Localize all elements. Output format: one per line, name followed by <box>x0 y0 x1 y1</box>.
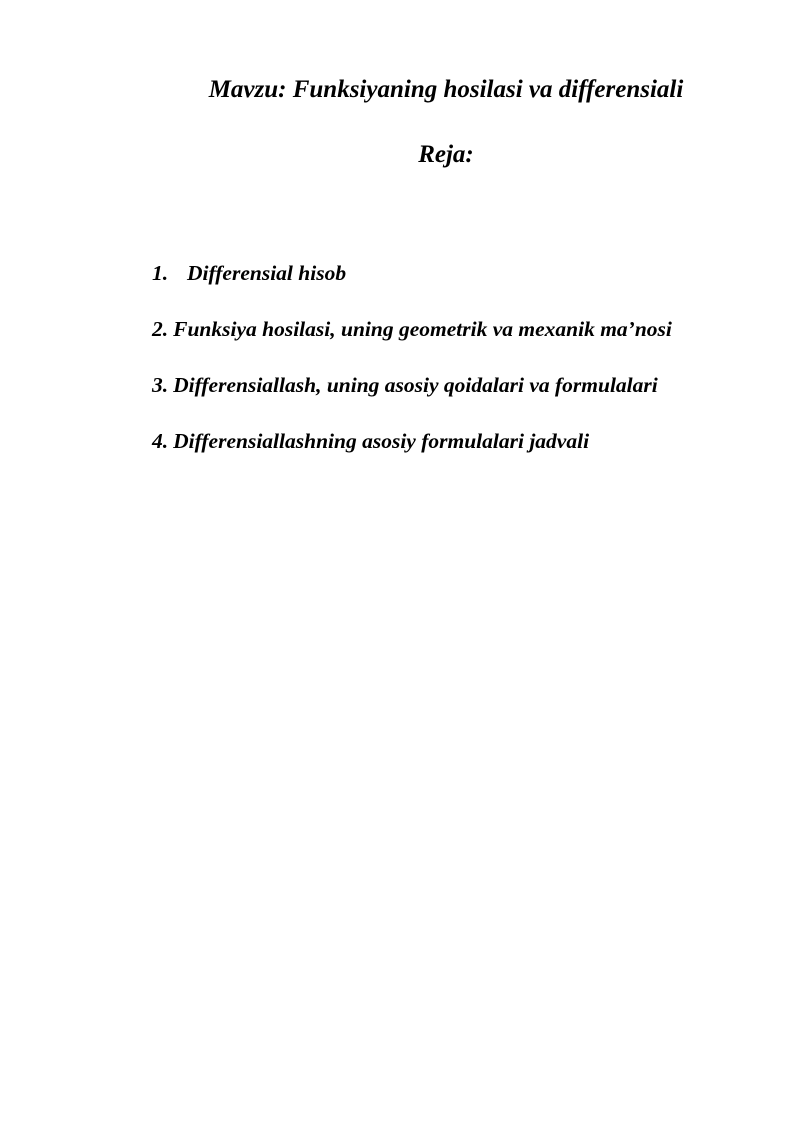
plan-item-number: 4. <box>152 429 169 453</box>
plan-item-text: Funksiya hosilasi, uning geometrik va mexanik ma’nosi <box>173 317 672 341</box>
plan-item <box>152 427 792 483</box>
plan-item-number: 3. <box>152 373 169 397</box>
plan-heading: Reja: <box>418 141 474 168</box>
plan-item-text: Differensial hisob <box>187 261 347 285</box>
plan-item-text: Differensiallashning asosiy formulalari jadvali <box>173 429 590 453</box>
plan-item-text: Differensiallash, uning asosiy qoidalari va formulalari <box>173 373 658 397</box>
plan-list <box>152 259 792 483</box>
plan-item <box>152 371 792 427</box>
plan-item-number: 1. <box>152 261 169 285</box>
plan-item <box>152 259 792 315</box>
plan-item <box>152 315 792 371</box>
document-title: Mavzu: Funksiyaning hosilasi va differensiali <box>208 76 684 103</box>
plan-item-number: 2. <box>152 317 169 341</box>
